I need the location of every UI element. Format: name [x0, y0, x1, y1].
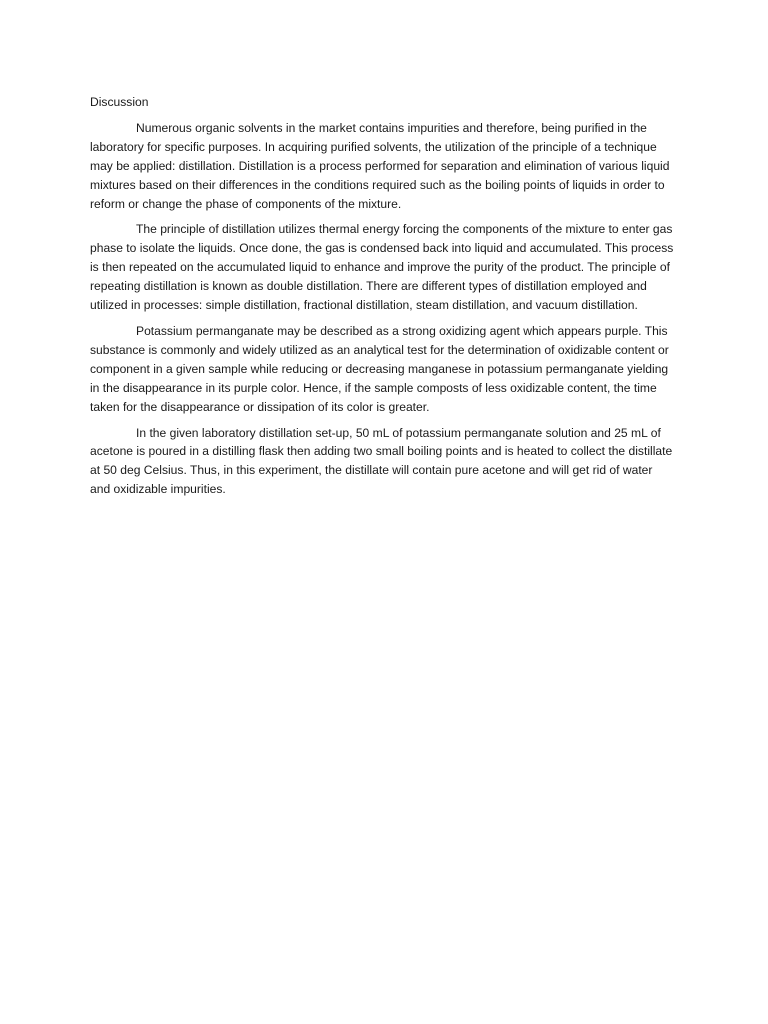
paragraph-4: In the given laboratory distillation set-up, 50 mL of potassium permanganate solution and 25 mL of acetone is poured in a distilling flask then adding two small boiling points and is heated to collect the distillate at 50 deg Celsius. Thus, in this experiment, the distillate will contain pure acetone and will get rid of water and oxidizable impurities.	[90, 425, 673, 497]
paragraph-2: The principle of distillation utilizes thermal energy forcing the components of the mixture to enter gas phase to isolate the liquids. Once done, the gas is condensed back into liquid and accumulated. This process is then repeated on the accumulated liquid to enhance and improve the purity of the product. The principle of repeating distillation is known as double distillation. There are different types of distillation employed and utilized in processes: simple distillation, fractional distillation, steam distillation, and vacuum distillation.	[90, 222, 674, 313]
document-body	[90, 93, 674, 506]
paragraph-3: Potassium permanganate may be described as a strong oxidizing agent which appears purple. This substance is commonly and widely utilized as an analytical test for the determination of oxidizable content or component in a given sample while reducing or decreasing manganese in potassium permanganate yielding in the disappearance in its purple color. Hence, if the sample composts of less oxidizable content, the time taken for the disappearance or dissipation of its color is greater.	[90, 323, 669, 414]
section-heading: Discussion	[90, 95, 149, 109]
paragraph-1: Numerous organic solvents in the market contains impurities and therefore, being purified in the laboratory for specific purposes. In acquiring purified solvents, the utilization of the principle of a technique may be applied: distillation. Distillation is a process performed for separation and elimination of various liquid mixtures based on their differences in the conditions required such as the boiling points of liquids in order to reform or change the phase of components of the mixture.	[90, 120, 670, 211]
